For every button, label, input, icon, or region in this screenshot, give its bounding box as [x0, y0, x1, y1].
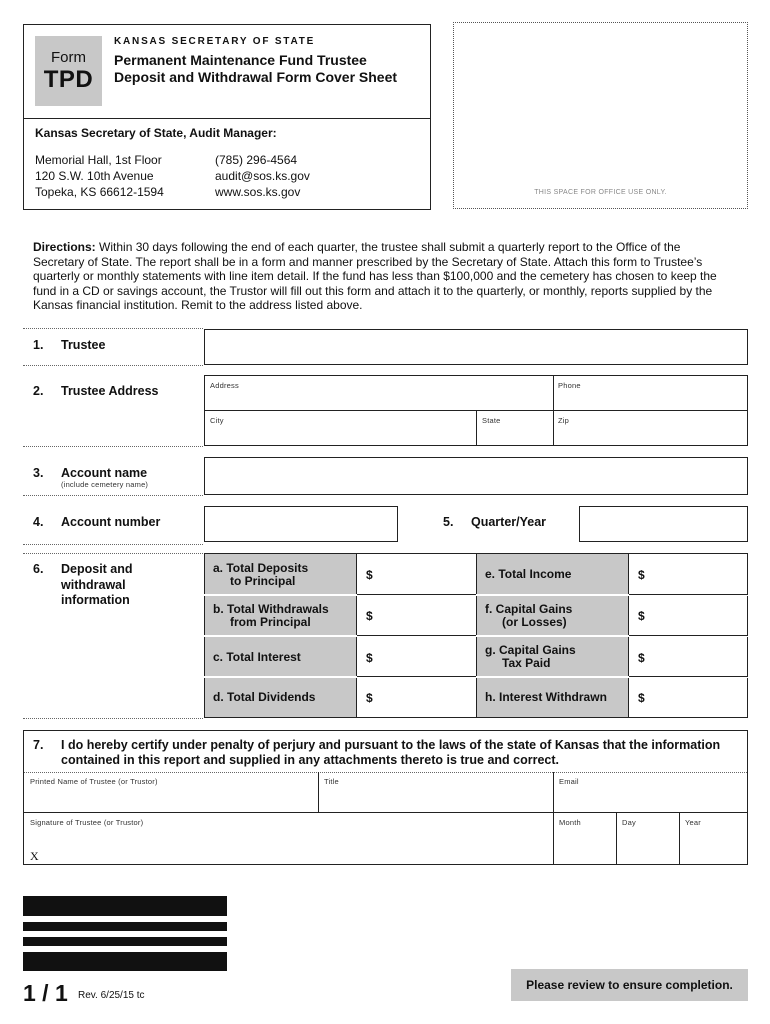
trustee-field[interactable]	[204, 329, 748, 365]
divider	[23, 328, 203, 329]
address-field[interactable]: Address	[210, 381, 239, 390]
total-deposits-label	[213, 562, 308, 588]
total-deposits-line-2: to Principal	[230, 574, 296, 588]
account-number-field[interactable]	[204, 506, 398, 542]
section-3-number: 3.	[33, 466, 44, 480]
zip-field[interactable]: Zip	[558, 416, 570, 425]
capital-gains-line-1: f. Capital Gains	[485, 602, 573, 616]
interest-withdrawn-label: h. Interest Withdrawn	[485, 690, 607, 704]
barcode-bar	[23, 952, 227, 971]
section-6-number: 6.	[33, 562, 44, 576]
divider	[553, 772, 554, 865]
deposit-label-line-2: withdrawal	[61, 577, 126, 592]
form-badge	[35, 36, 102, 106]
state-field[interactable]: State	[482, 416, 501, 425]
total-dividends-input[interactable]: $	[366, 691, 373, 705]
divider	[616, 812, 617, 865]
day-field[interactable]: Day	[622, 818, 636, 827]
divider	[553, 375, 554, 446]
divider	[679, 812, 680, 865]
section-1-number: 1.	[33, 338, 44, 352]
contact-info	[215, 152, 310, 200]
capital-gains-tax-label	[485, 644, 576, 670]
barcode-bar	[23, 922, 227, 931]
contact-website: www.sos.ks.gov	[215, 185, 301, 199]
account-name-field[interactable]	[204, 457, 748, 495]
address-line-1: Memorial Hall, 1st Floor	[35, 153, 162, 167]
phone-field[interactable]: Phone	[558, 381, 581, 390]
capital-gains-label	[485, 603, 572, 629]
quarter-year-label: Quarter/Year	[471, 515, 547, 529]
divider	[23, 365, 203, 366]
total-withdrawals-input[interactable]: $	[366, 609, 373, 623]
section-7-number: 7.	[33, 738, 44, 752]
total-dividends-label: d. Total Dividends	[213, 690, 316, 704]
certification-line-1: I do hereby certify under penalty of perjury and pursuant to the laws of the state of Kansas that the information	[61, 738, 721, 752]
address-line-3: Topeka, KS 66612-1594	[35, 185, 164, 199]
office-use-label: THIS SPACE FOR OFFICE USE ONLY.	[534, 189, 667, 196]
account-number-label: Account number	[61, 515, 161, 529]
contact-email: audit@sos.ks.gov	[215, 169, 310, 183]
total-interest-input[interactable]: $	[366, 651, 373, 665]
account-name-label: Account name	[61, 466, 148, 480]
form-code: TPD	[43, 66, 94, 93]
barcode-bar	[23, 896, 227, 916]
divider	[23, 446, 203, 447]
directions	[33, 240, 733, 313]
total-withdrawals-label	[213, 603, 329, 629]
deposit-withdrawal-label	[61, 562, 133, 609]
month-field[interactable]: Month	[559, 818, 581, 827]
barcode-bar	[23, 937, 227, 946]
divider	[24, 772, 747, 773]
divider	[476, 410, 477, 446]
form-title-line-2: Deposit and Withdrawal Form Cover Sheet	[114, 69, 398, 85]
divider	[23, 718, 203, 719]
title-field[interactable]: Title	[324, 777, 339, 786]
trustee-address-label: Trustee Address	[61, 384, 159, 398]
office-use-box	[453, 22, 748, 209]
form-word: Form	[51, 49, 86, 66]
total-deposits-line-1: a. Total Deposits	[213, 561, 309, 575]
form-title-line-1: Permanent Maintenance Fund Trustee	[114, 52, 367, 68]
divider	[629, 676, 748, 677]
interest-withdrawn-input[interactable]: $	[638, 691, 645, 705]
trustee-label: Trustee	[61, 338, 106, 352]
divider	[23, 495, 203, 496]
section-5-number: 5.	[443, 515, 454, 529]
quarter-year-field[interactable]	[579, 506, 748, 542]
total-interest-label: c. Total Interest	[213, 650, 301, 664]
deposit-label-line-3: information	[61, 593, 130, 607]
total-income-input[interactable]: $	[638, 568, 645, 582]
capital-gains-tax-input[interactable]: $	[638, 651, 645, 665]
form-title	[114, 52, 397, 86]
divider	[24, 812, 747, 813]
signature-field[interactable]: Signature of Trustee (or Trustor)	[30, 818, 144, 827]
auditor-heading: Kansas Secretary of State, Audit Manager:	[35, 126, 277, 140]
directions-label: Directions:	[33, 240, 96, 254]
address-line-2: 120 S.W. 10th Avenue	[35, 169, 154, 183]
header-box	[23, 24, 431, 210]
divider	[318, 772, 319, 812]
agency-name: KANSAS SECRETARY OF STATE	[114, 36, 316, 47]
section-4-number: 4.	[33, 515, 44, 529]
mailing-address	[35, 152, 164, 200]
printed-name-field[interactable]: Printed Name of Trustee (or Trustor)	[30, 777, 158, 786]
divider	[357, 635, 476, 636]
year-field[interactable]: Year	[685, 818, 701, 827]
divider	[23, 553, 203, 554]
divider	[357, 594, 476, 595]
capital-gains-line-2: (or Losses)	[502, 615, 567, 629]
signature-x-mark: X	[30, 849, 39, 863]
capital-gains-tax-line-2: Tax Paid	[502, 656, 551, 670]
page-number: 1 / 1	[23, 980, 68, 1006]
certification-text	[61, 738, 720, 767]
total-deposits-input[interactable]: $	[366, 568, 373, 582]
divider	[629, 635, 748, 636]
divider	[357, 676, 476, 677]
certification-line-2: contained in this report and supplied in any attachments thereto is true and correct.	[61, 752, 560, 767]
total-income-label: e. Total Income	[485, 567, 572, 581]
deposit-label-line-1: Deposit and	[61, 562, 133, 576]
divider	[23, 544, 203, 545]
contact-phone: (785) 296-4564	[215, 153, 298, 167]
account-name-hint: (include cemetery name)	[61, 480, 149, 489]
directions-text: Within 30 days following the end of each quarter, the trustee shall submit a quarterly report to the Office of the Secretary of State. The report shall be in a form and manner prescribed by the Secretary of State. Attach this form to Trustee’s quarterly or monthly statements with line item detail. If the fund has less than $100,000 and the cemetery has chosen to keep the fund in a CD or savings account, the Trustor will fill out this form and attach it to the quarterly, or monthly, reports supplied by the Kansas financial institution. Remit to the address listed above.	[33, 240, 717, 312]
section-2-number: 2.	[33, 384, 44, 398]
revision-note: Rev. 6/25/15 tc	[78, 990, 145, 1001]
review-notice: Please review to ensure completion.	[511, 969, 748, 1001]
header-title-area	[24, 25, 430, 119]
total-withdrawals-line-2: from Principal	[230, 615, 311, 629]
email-field[interactable]: Email	[559, 777, 579, 786]
total-withdrawals-line-1: b. Total Withdrawals	[213, 602, 329, 616]
capital-gains-input[interactable]: $	[638, 609, 645, 623]
city-field[interactable]: City	[210, 416, 224, 425]
divider	[629, 594, 748, 595]
capital-gains-tax-line-1: g. Capital Gains	[485, 643, 576, 657]
